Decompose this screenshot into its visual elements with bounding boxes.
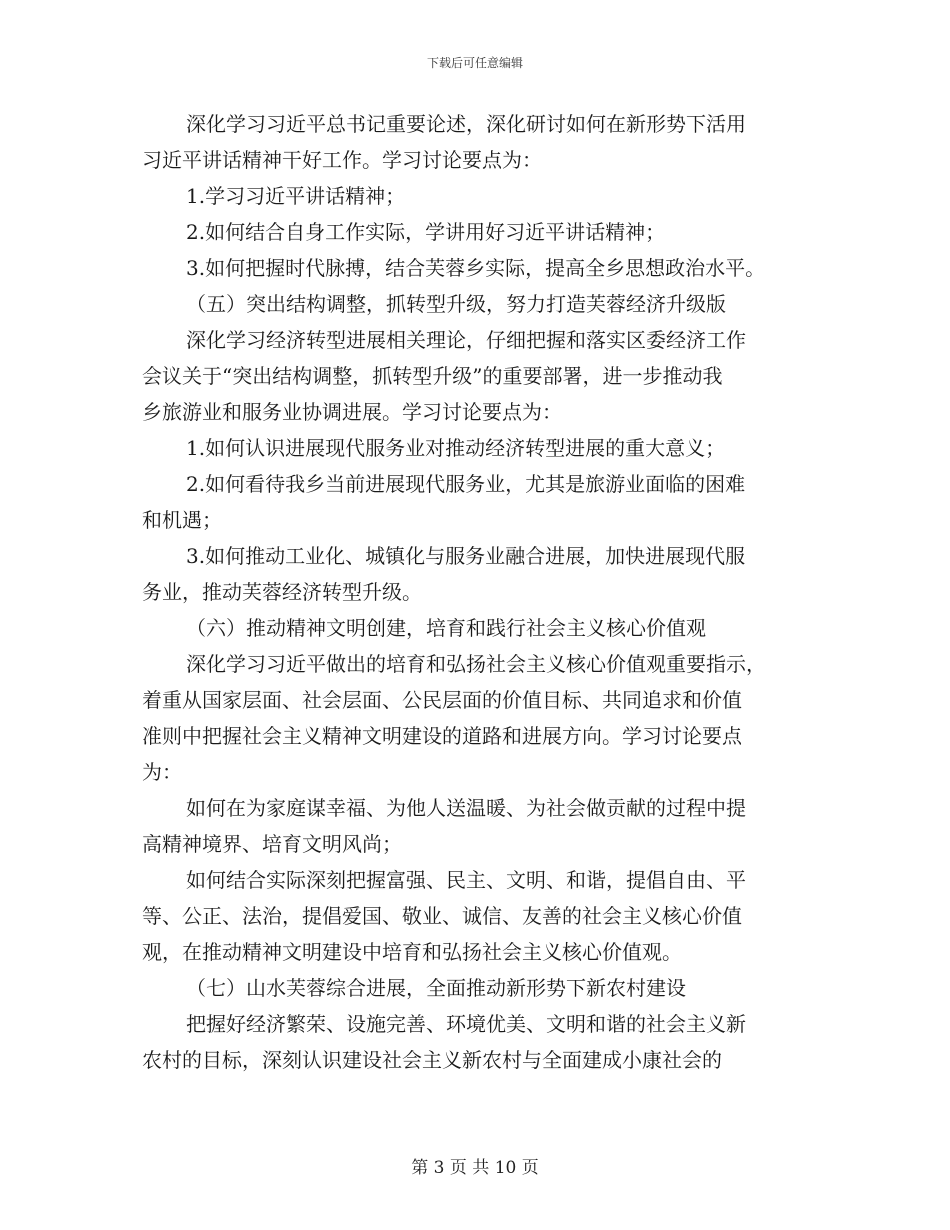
page-header: 下载后可任意编辑 [426, 56, 523, 70]
paragraph-line: 为： [142, 760, 182, 784]
section-heading: （六）推动精神文明创建，培育和践行社会主义核心价值观 [186, 616, 706, 640]
list-item: 2.如何结合自身工作实际，学讲用好习近平讲话精神； [186, 220, 666, 244]
list-item-continuation: 务业，推动芙蓉经济转型升级。 [142, 580, 422, 604]
section-heading: （五）突出结构调整，抓转型升级，努力打造芙蓉经济升级版 [186, 292, 726, 316]
paragraph-line: 把握好经济繁荣、设施完善、环境优美、文明和谐的社会主义新 [186, 1012, 746, 1036]
list-item: 1.如何认识进展现代服务业对推动经济转型进展的重大意义； [186, 436, 726, 460]
list-item: 3.如何推动工业化、城镇化与服务业融合进展，加快进展现代服 [186, 544, 746, 568]
paragraph-line: 深化学习习近平总书记重要论述，深化研讨如何在新形势下活用 [186, 112, 746, 136]
paragraph-line: 农村的目标，深刻认识建设社会主义新农村与全面建成小康社会的 [142, 1048, 722, 1072]
list-item: 2.如何看待我乡当前进展现代服务业，尤其是旅游业面临的困难 [186, 472, 746, 496]
paragraph-line: 准则中把握社会主义精神文明建设的道路和进展方向。学习讨论要点 [142, 724, 742, 748]
document-body [142, 106, 810, 1078]
paragraph-line: 深化学习经济转型进展相关理论，仔细把握和落实区委经济工作 [186, 328, 746, 352]
paragraph-line: 着重从国家层面、社会层面、公民层面的价值目标、共同追求和价值 [142, 688, 742, 712]
paragraph-line: 乡旅游业和服务业协调进展。学习讨论要点为： [142, 400, 562, 424]
list-item: 3.如何把握时代脉搏，结合芙蓉乡实际，提高全乡思想政治水平。 [186, 256, 766, 280]
list-item: 1.学习习近平讲话精神； [186, 184, 406, 208]
paragraph-line: 如何结合实际深刻把握富强、民主、文明、和谐，提倡自由、平 [186, 868, 746, 892]
page-number-footer: 第 3 页 共 10 页 [411, 1158, 539, 1178]
paragraph-line: 高精神境界、培育文明风尚； [142, 832, 402, 856]
paragraph-line: 深化学习习近平做出的培育和弘扬社会主义核心价值观重要指示， [186, 652, 766, 676]
paragraph-line: 会议关于“突出结构调整，抓转型升级”的重要部署，进一步推动我 [142, 364, 723, 388]
paragraph-line: 如何在为家庭谋幸福、为他人送温暖、为社会做贡献的过程中提 [186, 796, 746, 820]
paragraph-line: 观，在推动精神文明建设中培育和弘扬社会主义核心价值观。 [142, 940, 682, 964]
paragraph-line: 等、公正、法治，提倡爱国、敬业、诚信、友善的社会主义核心价值 [142, 904, 742, 928]
section-heading: （七）山水芙蓉综合进展，全面推动新形势下新农村建设 [186, 976, 686, 1000]
list-item-continuation: 和机遇； [142, 508, 222, 532]
paragraph-line: 习近平讲话精神干好工作。学习讨论要点为： [142, 148, 542, 172]
